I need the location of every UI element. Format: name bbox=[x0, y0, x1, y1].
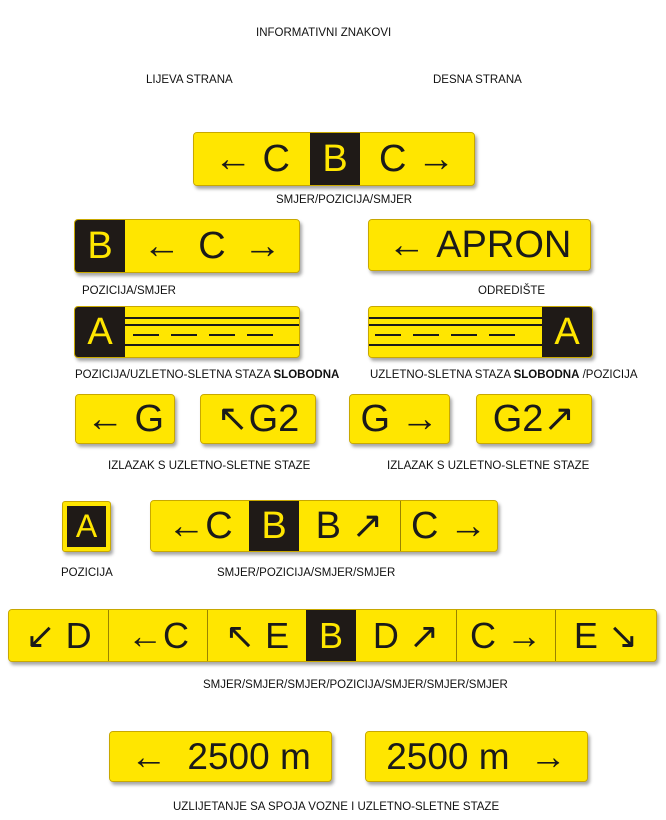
caption-row7: UZLIJETANJE SA SPOJA VOZNE I UZLETNO-SLETNE STAZE bbox=[173, 801, 500, 813]
arrow-up-right-icon: ↗ bbox=[543, 398, 576, 440]
panel-letter: D bbox=[372, 614, 399, 656]
caption-row4-right: IZLAZAK S UZLETNO-SLETNE STAZE bbox=[387, 460, 590, 472]
caption-row3-right: UZLETNO-SLETNA STAZA SLOBODNA /POZICIJA bbox=[370, 369, 638, 381]
direction-panel bbox=[151, 501, 249, 551]
panel-letter: C bbox=[410, 505, 439, 547]
panel-text: G bbox=[360, 398, 390, 440]
distance-panel bbox=[110, 732, 331, 781]
arrow-down-left-icon: ↙ bbox=[25, 614, 56, 656]
location-panel bbox=[310, 133, 360, 185]
exit-panel bbox=[350, 395, 449, 443]
panel-letter: B bbox=[322, 138, 348, 180]
location-panel bbox=[75, 220, 125, 272]
arrow-left-icon: ← bbox=[127, 614, 163, 656]
distance-text: 2500 m bbox=[386, 736, 510, 777]
arrow-left-icon: ← bbox=[142, 225, 181, 267]
arrow-up-left-icon: ↖ bbox=[224, 614, 256, 656]
panel-letter: B bbox=[261, 505, 287, 547]
sign-destination bbox=[368, 219, 591, 271]
runway-vacated-pattern bbox=[369, 307, 542, 357]
direction-panel bbox=[400, 501, 497, 551]
destination-panel bbox=[369, 220, 590, 270]
panel-letter: A bbox=[554, 311, 580, 353]
sign-location-runway-vacated bbox=[74, 306, 300, 358]
caption-row2-right: ODREDIŠTE bbox=[478, 285, 546, 297]
location-panel bbox=[67, 506, 106, 547]
location-panel bbox=[542, 307, 592, 357]
panel-letter: E bbox=[265, 614, 290, 656]
sign-location-direction bbox=[74, 219, 300, 273]
sign-takeoff-distance-left bbox=[109, 731, 332, 782]
panel-letter: C bbox=[262, 138, 290, 180]
right-side-label: DESNA STRANA bbox=[433, 74, 522, 86]
sign-direction-location-direction bbox=[193, 132, 475, 186]
direction-panel bbox=[456, 610, 555, 661]
panel-text: G2 bbox=[492, 398, 544, 440]
direction-panel bbox=[299, 501, 400, 551]
arrow-down-right-icon: ↘ bbox=[607, 614, 639, 656]
panel-letter: D bbox=[65, 614, 92, 656]
arrow-right-icon: → bbox=[449, 505, 487, 547]
panel-letter: B bbox=[87, 225, 113, 267]
direction-panel bbox=[555, 610, 656, 661]
panel-letter: C bbox=[469, 614, 496, 656]
page-title: INFORMATIVNI ZNAKOVI bbox=[256, 27, 392, 39]
exit-panel bbox=[76, 395, 174, 443]
arrow-right-icon: → bbox=[529, 736, 567, 777]
direction-panel bbox=[207, 610, 306, 661]
exit-panel bbox=[477, 395, 591, 443]
panel-letter: E bbox=[573, 614, 598, 656]
sign-exit-left bbox=[75, 394, 175, 444]
distance-text: 2500 m bbox=[187, 736, 311, 777]
direction-panel-left bbox=[194, 133, 310, 185]
location-panel bbox=[75, 307, 125, 357]
panel-letter: B bbox=[315, 505, 341, 547]
sign-exit-right bbox=[349, 394, 450, 444]
caption-row5-left: POZICIJA bbox=[61, 567, 113, 579]
arrow-right-icon: → bbox=[243, 225, 282, 267]
caption-row2-left: POZICIJA/SMJER bbox=[82, 285, 176, 297]
left-side-label: LIJEVA STRANA bbox=[146, 74, 233, 86]
sign-seven-panel bbox=[8, 609, 657, 662]
arrow-right-icon: → bbox=[400, 398, 439, 440]
sign-exit-up-left bbox=[200, 394, 316, 444]
location-panel bbox=[306, 610, 356, 661]
arrow-left-icon: ← bbox=[167, 505, 206, 547]
sign-location-standalone bbox=[62, 501, 111, 552]
location-panel bbox=[249, 501, 299, 551]
caption-row6: SMJER/SMJER/SMJER/POZICIJA/SMJER/SMJER/SMJER bbox=[203, 679, 508, 691]
sign-direction-location-direction-direction bbox=[150, 500, 498, 552]
sign-exit-up-right bbox=[476, 394, 592, 444]
caption-row1: SMJER/POZICIJA/SMJER bbox=[276, 194, 413, 206]
direction-panel bbox=[356, 610, 456, 661]
panel-text: G bbox=[134, 398, 165, 440]
direction-panel-right bbox=[360, 133, 474, 185]
sign-runway-vacated-location bbox=[368, 306, 593, 358]
panel-letter: C bbox=[198, 225, 226, 267]
direction-panel bbox=[108, 610, 207, 661]
arrow-left-icon: ← bbox=[130, 736, 168, 777]
arrow-left-icon: ← bbox=[85, 398, 124, 440]
runway-vacated-pattern bbox=[125, 307, 299, 357]
panel-letter: B bbox=[318, 614, 343, 656]
caption-row3-left: POZICIJA/UZLETNO-SLETNA STAZA SLOBODNA bbox=[75, 369, 340, 381]
panel-letter: C bbox=[378, 138, 407, 180]
arrow-right-icon: → bbox=[417, 138, 455, 180]
arrow-up-right-icon: ↗ bbox=[408, 614, 440, 656]
caption-row4-left: IZLAZAK S UZLETNO-SLETNE STAZE bbox=[108, 460, 311, 472]
direction-panel bbox=[125, 220, 299, 272]
panel-letter: A bbox=[75, 508, 98, 544]
arrow-up-right-icon: ↗ bbox=[351, 505, 384, 547]
panel-text: G2 bbox=[248, 398, 300, 440]
exit-panel bbox=[201, 395, 315, 443]
arrow-right-icon: → bbox=[506, 614, 542, 656]
arrow-left-icon: ← bbox=[213, 138, 252, 180]
arrow-up-left-icon: ↖ bbox=[216, 398, 249, 440]
sign-takeoff-distance-right bbox=[365, 731, 588, 782]
panel-text: APRON bbox=[436, 224, 572, 266]
panel-letter: A bbox=[87, 311, 113, 353]
panel-letter: C bbox=[205, 505, 233, 547]
arrow-left-icon: ← bbox=[387, 224, 426, 266]
caption-row5-right: SMJER/POZICIJA/SMJER/SMJER bbox=[217, 567, 396, 579]
panel-letter: C bbox=[163, 614, 189, 656]
direction-panel bbox=[9, 610, 108, 661]
distance-panel bbox=[366, 732, 587, 781]
